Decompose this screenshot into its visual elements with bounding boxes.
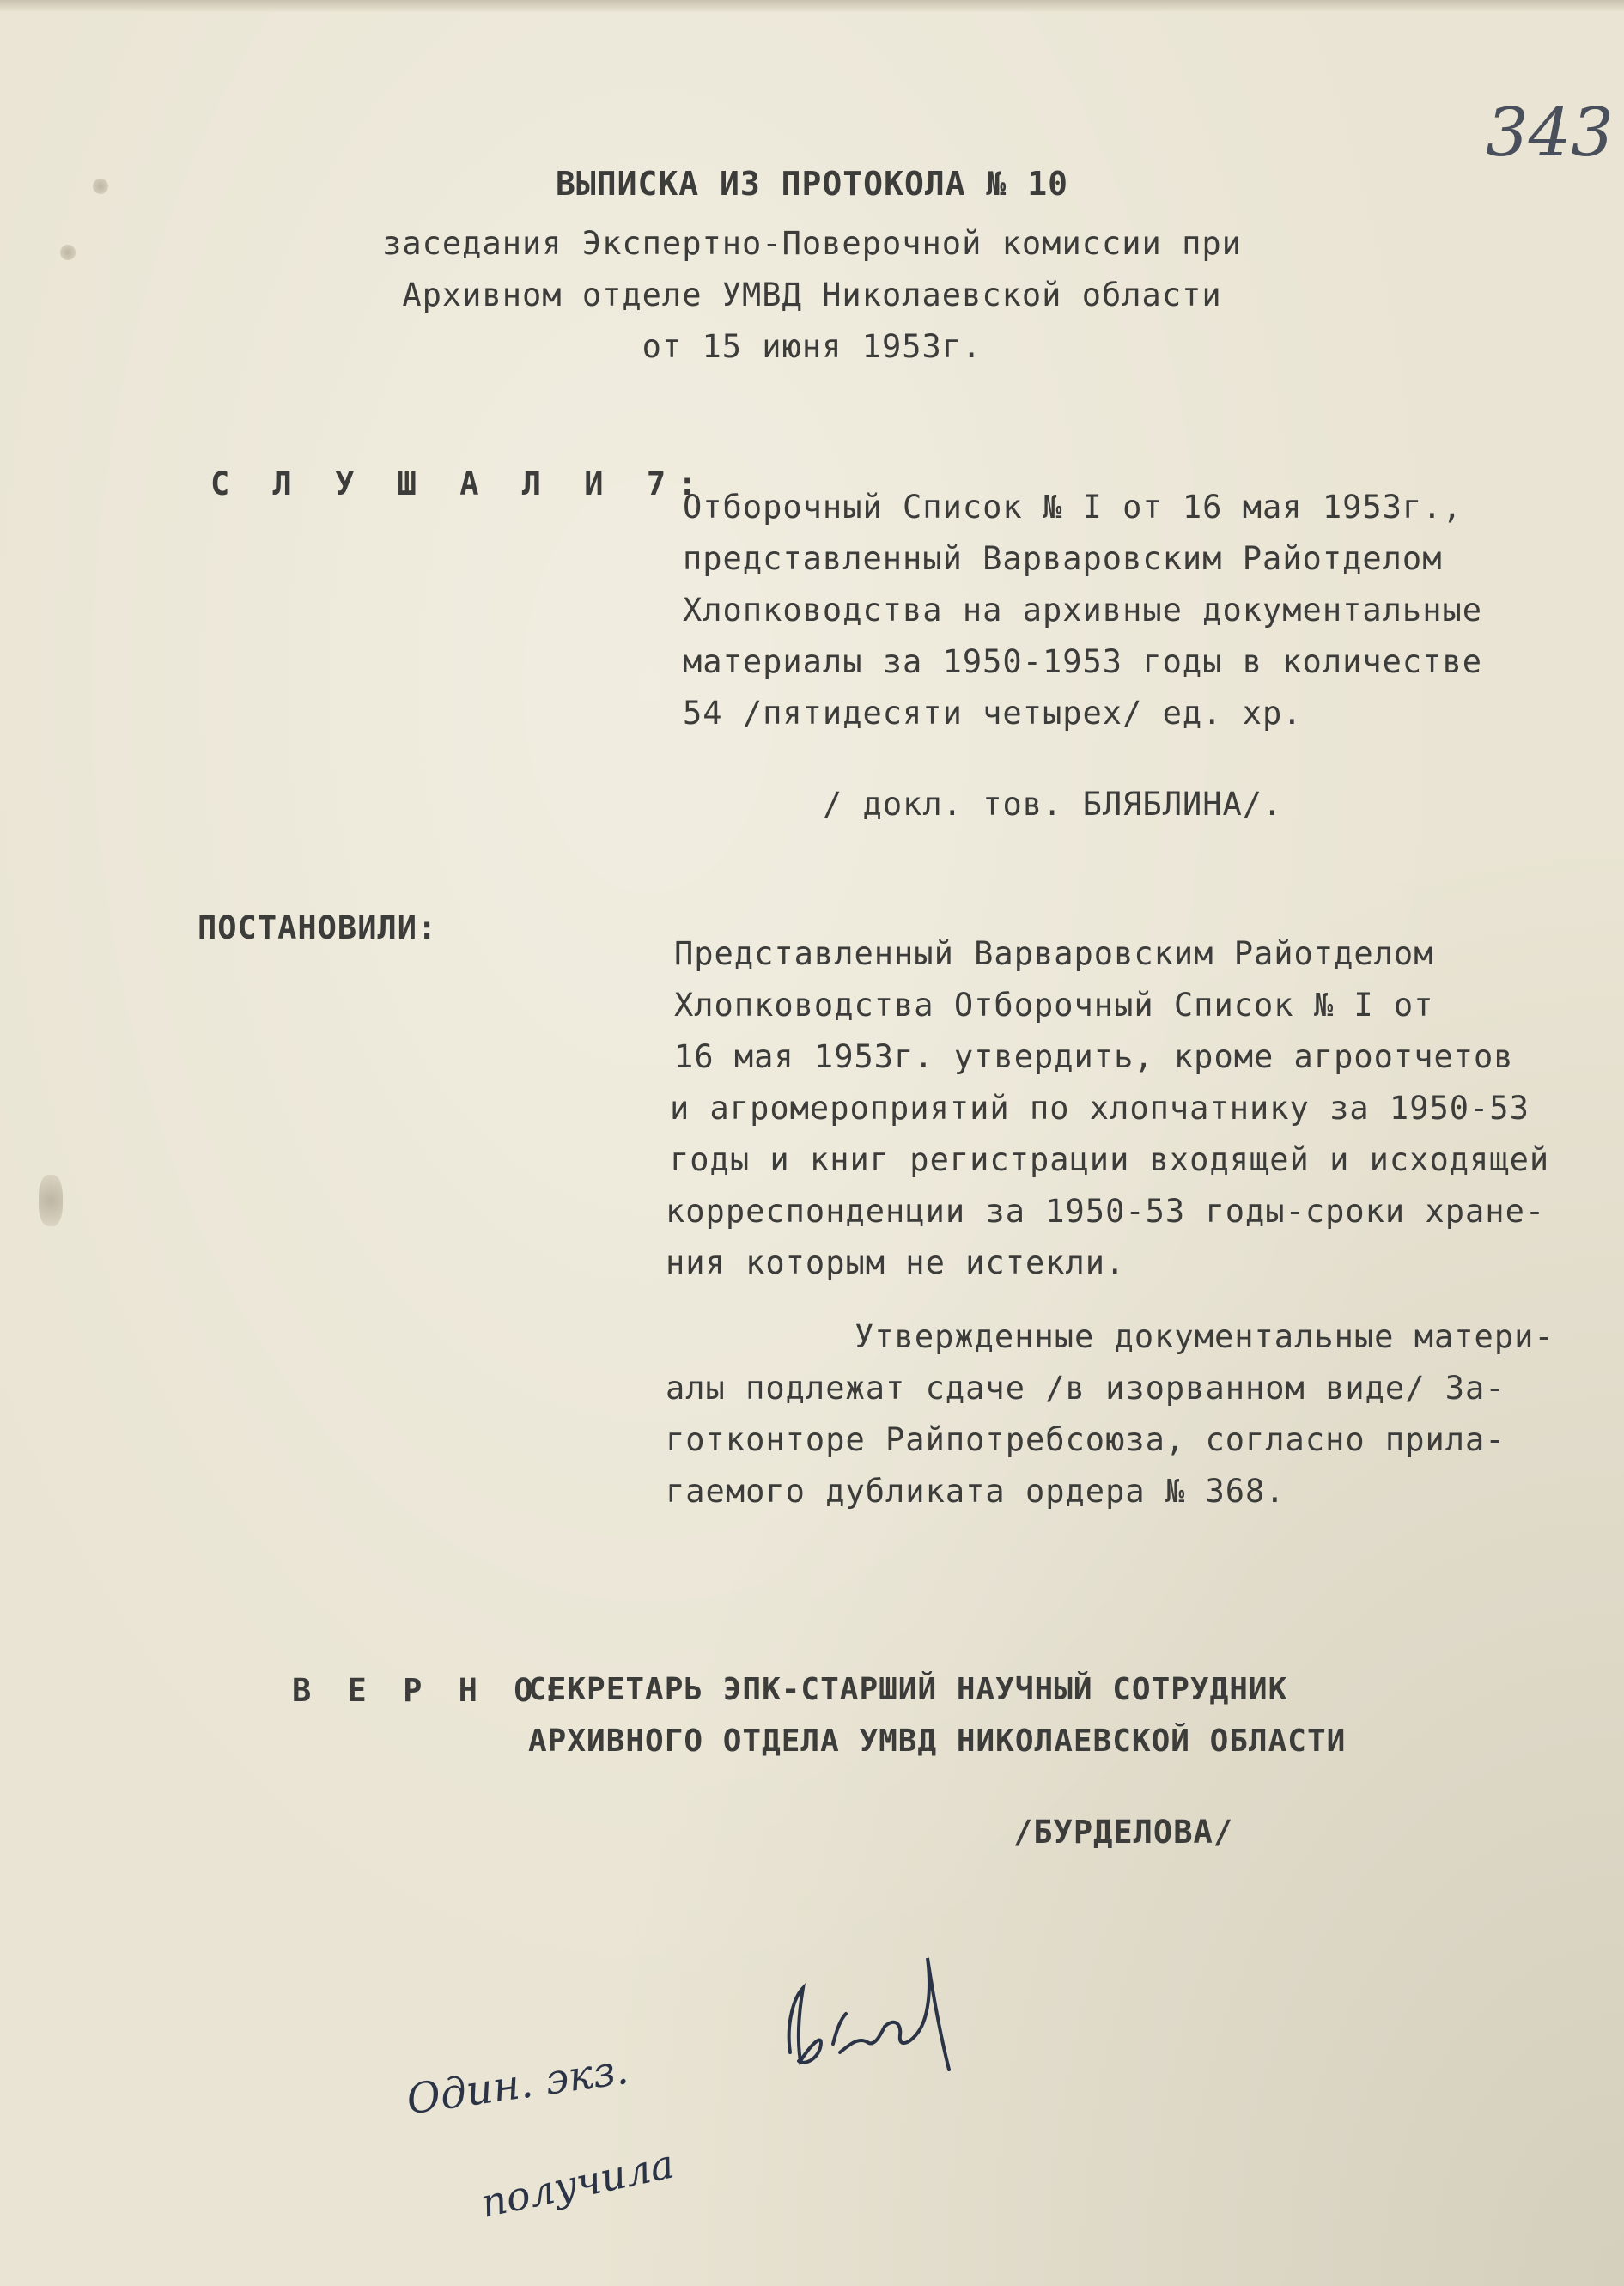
paper-damage-mark: [39, 1175, 63, 1226]
heard-text-line: Отборочный Список № I от 16 мая 1953г.,: [683, 489, 1463, 526]
handwritten-note-line: получила: [477, 2140, 678, 2227]
heard-text-line: представленный Варваровским Райотделом: [683, 540, 1443, 577]
resolved-text-line: ния которым не истекли.: [666, 1244, 1126, 1281]
certification-label: В Е Р Н О:: [292, 1672, 569, 1709]
header-line-3: Архивном отделе УМВД Николаевской области: [402, 277, 1222, 313]
resolved-label: ПОСТАНОВИЛИ:: [198, 909, 438, 946]
resolved-text-line: алы подлежат сдаче /в изорванном виде/ За-: [666, 1370, 1505, 1407]
resolved-text-line: Хлопководства Отборочный Список № I от: [674, 987, 1434, 1024]
resolved-text-line: 16 мая 1953г. утвердить, кроме агроотчетов: [674, 1038, 1514, 1075]
certification-title-line: АРХИВНОГО ОТДЕЛА УМВД НИКОЛАЕВСКОЙ ОБЛАСТИ: [528, 1724, 1347, 1759]
heard-text-line: Хлопководства на архивные документальные: [683, 592, 1483, 629]
certifier-name: /БУРДЕЛОВА/: [1013, 1814, 1234, 1851]
heard-label: С Л У Ш А Л И 7:: [210, 465, 709, 502]
resolved-text-line: гаемого дубликата ордера № 368.: [666, 1473, 1286, 1510]
page-top-edge: [0, 0, 1624, 12]
resolved-text-line: корреспонденции за 1950-53 годы-сроки хране-: [666, 1193, 1546, 1230]
heard-text-line: материалы за 1950-1953 годы в количестве: [683, 643, 1483, 680]
resolved-text-line: готконторе Райпотребсоюза, согласно прила-: [666, 1421, 1505, 1458]
resolved-text-line: Утвержденные документальные матери-: [855, 1318, 1554, 1355]
resolved-text-line: и агромероприятий по хлопчатнику за 1950-53: [670, 1090, 1530, 1127]
certification-title-line: СЕКРЕТАРЬ ЭПК-СТАРШИЙ НАУЧНЫЙ СОТРУДНИК: [528, 1672, 1288, 1707]
heard-text-line: 54 /пятидесяти четырех/ ед. хр.: [683, 695, 1303, 732]
document-title: ВЫПИСКА ИЗ ПРОТОКОЛА № 10: [556, 165, 1068, 203]
signature: [773, 1941, 979, 2104]
resolved-text-line: годы и книг регистрации входящей и исходящей: [670, 1141, 1550, 1178]
header-line-2: заседания Экспертно-Поверочной комиссии при: [382, 225, 1242, 262]
handwritten-note-line: Один. экз.: [404, 2045, 632, 2125]
header-date: от 15 июня 1953г.: [642, 328, 982, 365]
resolved-text-line: Представленный Варваровским Райотделом: [674, 935, 1434, 972]
page-number: 343: [1486, 94, 1614, 172]
reporter-line: / докл. тов. БЛЯБЛИНА/.: [823, 786, 1283, 823]
